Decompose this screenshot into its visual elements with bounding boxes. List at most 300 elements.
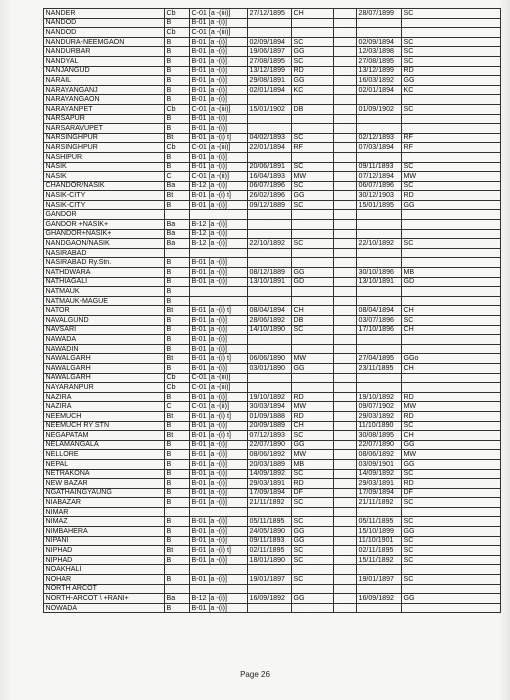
table-row xyxy=(44,517,501,527)
first-date-cell: 27/08/1895 xyxy=(248,56,292,66)
code-cell: B-01 [a -(i)] xyxy=(190,56,248,66)
blank-cell xyxy=(334,527,357,537)
code-cell: B-01 [a -(i)] xyxy=(190,575,248,585)
type-cell: Cb xyxy=(165,28,190,38)
second-initials-cell: GD xyxy=(402,277,501,287)
blank-cell xyxy=(334,104,357,114)
first-initials-cell: MB xyxy=(292,459,334,469)
code-cell: B-01 [a -(i)] xyxy=(190,440,248,450)
first-date-cell xyxy=(248,507,292,517)
blank-cell xyxy=(334,565,357,575)
second-date-cell: 02/12/1893 xyxy=(357,133,402,143)
second-initials-cell: GG xyxy=(402,440,501,450)
place-name-cell: NAWADA xyxy=(44,335,165,345)
second-date-cell xyxy=(357,507,402,517)
first-initials-cell: SC xyxy=(292,133,334,143)
first-date-cell: 02/11/1895 xyxy=(248,546,292,556)
second-initials-cell: SC xyxy=(402,421,501,431)
second-date-cell xyxy=(357,344,402,354)
second-initials-cell xyxy=(402,335,501,345)
first-date-cell: 06/07/1896 xyxy=(248,181,292,191)
first-initials-cell: RF xyxy=(292,143,334,153)
type-cell: B xyxy=(165,37,190,47)
blank-cell xyxy=(334,229,357,239)
blank-cell xyxy=(334,56,357,66)
second-initials-cell: GG xyxy=(402,200,501,210)
first-date-cell: 21/11/1892 xyxy=(248,498,292,508)
first-initials-cell: SC xyxy=(292,181,334,191)
place-name-cell: GANDOR xyxy=(44,210,165,220)
first-initials-cell xyxy=(292,229,334,239)
place-name-cell: NOWADA xyxy=(44,603,165,613)
blank-cell xyxy=(334,191,357,201)
place-name-cell: NEPAL xyxy=(44,459,165,469)
first-date-cell: 18/01/1890 xyxy=(248,555,292,565)
place-name-cell: NASIRABAD xyxy=(44,248,165,258)
first-date-cell: 08/12/1889 xyxy=(248,268,292,278)
blank-cell xyxy=(334,124,357,134)
second-initials-cell xyxy=(402,287,501,297)
place-name-cell: NIMAZ xyxy=(44,517,165,527)
second-initials-cell: MW xyxy=(402,172,501,182)
second-date-cell: 19/10/1892 xyxy=(357,392,402,402)
place-name-cell: NAZIRA xyxy=(44,392,165,402)
second-initials-cell: SC xyxy=(402,555,501,565)
first-date-cell xyxy=(248,383,292,393)
first-initials-cell xyxy=(292,287,334,297)
table-row xyxy=(44,143,501,153)
first-initials-cell: RD xyxy=(292,66,334,76)
second-date-cell: 15/11/1892 xyxy=(357,555,402,565)
code-cell: C-01 [a -(iii)] xyxy=(190,383,248,393)
first-initials-cell: DB xyxy=(292,316,334,326)
first-initials-cell xyxy=(292,220,334,230)
place-name-cell: NORTH ARCOT xyxy=(44,584,165,594)
first-date-cell: 14/10/1890 xyxy=(248,325,292,335)
code-cell: B-12 [a -(i)] xyxy=(190,594,248,604)
type-cell: B xyxy=(165,527,190,537)
blank-cell xyxy=(334,172,357,182)
first-initials-cell: MW xyxy=(292,354,334,364)
first-initials-cell: SC xyxy=(292,469,334,479)
place-name-cell: NARSAPUR xyxy=(44,114,165,124)
code-cell: B-01 [a -(i)] xyxy=(190,603,248,613)
blank-cell xyxy=(334,18,357,28)
code-cell xyxy=(190,248,248,258)
first-initials-cell: SC xyxy=(292,555,334,565)
code-cell: B-01 [a -(i)] xyxy=(190,536,248,546)
blank-cell xyxy=(334,9,357,19)
blank-cell xyxy=(334,277,357,287)
place-name-cell: NIPHAD xyxy=(44,546,165,556)
place-name-cell: NARSINGHPUR xyxy=(44,143,165,153)
blank-cell xyxy=(334,517,357,527)
table-row xyxy=(44,507,501,517)
first-initials-cell: RD xyxy=(292,411,334,421)
code-cell: C-01 [a -(ii)] xyxy=(190,172,248,182)
second-date-cell xyxy=(357,152,402,162)
second-date-cell: 02/09/1894 xyxy=(357,37,402,47)
type-cell: B xyxy=(165,363,190,373)
second-date-cell: 14/09/1892 xyxy=(357,469,402,479)
first-initials-cell: RD xyxy=(292,479,334,489)
second-date-cell: 23/11/1895 xyxy=(357,363,402,373)
type-cell: B xyxy=(165,459,190,469)
first-initials-cell xyxy=(292,373,334,383)
table-row xyxy=(44,575,501,585)
second-initials-cell: GG xyxy=(402,594,501,604)
table-row xyxy=(44,450,501,460)
second-date-cell xyxy=(357,95,402,105)
second-date-cell: 13/12/1899 xyxy=(357,66,402,76)
table-row xyxy=(44,344,501,354)
blank-cell xyxy=(334,479,357,489)
first-date-cell xyxy=(248,248,292,258)
table-row xyxy=(44,200,501,210)
blank-cell xyxy=(334,603,357,613)
second-date-cell: 03/07/1896 xyxy=(357,316,402,326)
table-row xyxy=(44,258,501,268)
table-row xyxy=(44,421,501,431)
table-row xyxy=(44,104,501,114)
first-initials-cell: SC xyxy=(292,37,334,47)
code-cell: B-01 [a -(i) t] xyxy=(190,411,248,421)
first-date-cell: 17/09/1894 xyxy=(248,488,292,498)
second-initials-cell: DF xyxy=(402,488,501,498)
first-initials-cell: GG xyxy=(292,527,334,537)
blank-cell xyxy=(334,143,357,153)
second-initials-cell: SC xyxy=(402,104,501,114)
first-initials-cell: SC xyxy=(292,517,334,527)
first-date-cell: 29/03/1891 xyxy=(248,479,292,489)
second-date-cell xyxy=(357,248,402,258)
second-date-cell: 21/11/1892 xyxy=(357,498,402,508)
second-initials-cell: SC xyxy=(402,498,501,508)
first-initials-cell: GG xyxy=(292,76,334,86)
code-cell: B-01 [a -(i)] xyxy=(190,555,248,565)
blank-cell xyxy=(334,37,357,47)
type-cell: B xyxy=(165,287,190,297)
place-name-cell: NANDGAON/NASIK xyxy=(44,239,165,249)
second-date-cell xyxy=(357,287,402,297)
first-date-cell: 09/11/1893 xyxy=(248,536,292,546)
code-cell: B-01 [a -(i)] xyxy=(190,277,248,287)
first-initials-cell xyxy=(292,248,334,258)
second-date-cell: 29/03/1891 xyxy=(357,479,402,489)
place-name-cell: NATHDWARA xyxy=(44,268,165,278)
second-initials-cell: CH xyxy=(402,325,501,335)
place-name-cell: NETRAKONA xyxy=(44,469,165,479)
table-row xyxy=(44,306,501,316)
first-initials-cell: MW xyxy=(292,402,334,412)
blank-cell xyxy=(334,258,357,268)
type-cell: B xyxy=(165,517,190,527)
table-row xyxy=(44,277,501,287)
blank-cell xyxy=(334,76,357,86)
type-cell: B xyxy=(165,536,190,546)
table-row xyxy=(44,181,501,191)
code-cell xyxy=(190,584,248,594)
type-cell: B xyxy=(165,392,190,402)
code-cell: B-01 [a -(i)] xyxy=(190,200,248,210)
second-date-cell: 08/06/1892 xyxy=(357,450,402,460)
table-row xyxy=(44,66,501,76)
type-cell: B xyxy=(165,95,190,105)
blank-cell xyxy=(334,316,357,326)
first-date-cell: 19/10/1892 xyxy=(248,392,292,402)
first-date-cell xyxy=(248,603,292,613)
type-cell: B xyxy=(165,76,190,86)
code-cell: B-01 [a -(i)] xyxy=(190,316,248,326)
table-row xyxy=(44,479,501,489)
table-row xyxy=(44,248,501,258)
second-initials-cell: GG xyxy=(402,76,501,86)
second-date-cell: 09/07/1902 xyxy=(357,402,402,412)
second-initials-cell xyxy=(402,124,501,134)
table-row xyxy=(44,469,501,479)
type-cell: B xyxy=(165,498,190,508)
second-date-cell: 12/03/1898 xyxy=(357,47,402,57)
first-date-cell xyxy=(248,335,292,345)
place-name-cell: NIMAR xyxy=(44,507,165,517)
blank-cell xyxy=(334,411,357,421)
blank-cell xyxy=(334,85,357,95)
table-row xyxy=(44,325,501,335)
second-initials-cell xyxy=(402,383,501,393)
table-row xyxy=(44,488,501,498)
second-initials-cell xyxy=(402,344,501,354)
second-initials-cell: RD xyxy=(402,411,501,421)
place-name-cell: NIABAZAR xyxy=(44,498,165,508)
type-cell: B xyxy=(165,421,190,431)
type-cell: B xyxy=(165,56,190,66)
place-name-cell: NATOR xyxy=(44,306,165,316)
type-cell: B xyxy=(165,258,190,268)
blank-cell xyxy=(334,325,357,335)
second-date-cell: 05/11/1895 xyxy=(357,517,402,527)
first-date-cell xyxy=(248,565,292,575)
first-initials-cell: GG xyxy=(292,47,334,57)
first-date-cell: 29/08/1891 xyxy=(248,76,292,86)
place-name-cell: NATMAUK xyxy=(44,287,165,297)
code-cell: B-01 [a -(i)] xyxy=(190,37,248,47)
type-cell: B xyxy=(165,469,190,479)
blank-cell xyxy=(334,344,357,354)
place-name-cell: NARAYANGANJ xyxy=(44,85,165,95)
second-initials-cell: SC xyxy=(402,162,501,172)
code-cell: B-01 [a -(i)] xyxy=(190,421,248,431)
place-name-cell: NASIK-CITY xyxy=(44,200,165,210)
code-cell: B-01 [a -(i)] xyxy=(190,392,248,402)
first-initials-cell xyxy=(292,152,334,162)
table-row xyxy=(44,220,501,230)
second-initials-cell: RF xyxy=(402,133,501,143)
first-date-cell: 16/04/1893 xyxy=(248,172,292,182)
second-initials-cell: SC xyxy=(402,9,501,19)
type-cell: Bt xyxy=(165,306,190,316)
first-date-cell xyxy=(248,152,292,162)
first-date-cell: 22/01/1894 xyxy=(248,143,292,153)
second-initials-cell: CH xyxy=(402,306,501,316)
type-cell xyxy=(165,507,190,517)
second-date-cell xyxy=(357,18,402,28)
table-row xyxy=(44,373,501,383)
second-initials-cell: SC xyxy=(402,181,501,191)
first-initials-cell: GG xyxy=(292,268,334,278)
code-cell: B-01 [a -(i)] xyxy=(190,469,248,479)
place-name-cell: NANDOD xyxy=(44,28,165,38)
type-cell: B xyxy=(165,325,190,335)
first-initials-cell: SC xyxy=(292,431,334,441)
table-row xyxy=(44,363,501,373)
place-name-cell: NAWALGARH xyxy=(44,363,165,373)
first-date-cell: 09/12/1889 xyxy=(248,200,292,210)
second-initials-cell: SC xyxy=(402,546,501,556)
code-cell: B-01 [a -(i)] xyxy=(190,258,248,268)
first-date-cell: 28/06/1892 xyxy=(248,316,292,326)
table-row xyxy=(44,18,501,28)
second-date-cell xyxy=(357,373,402,383)
type-cell: B xyxy=(165,296,190,306)
first-initials-cell: GG xyxy=(292,191,334,201)
place-name-cell: GANDOR +NASIK+ xyxy=(44,220,165,230)
first-date-cell: 03/01/1890 xyxy=(248,363,292,373)
code-cell: C-01 [a -(iii)] xyxy=(190,28,248,38)
table-row xyxy=(44,354,501,364)
place-name-cell: NAZIRA xyxy=(44,402,165,412)
first-date-cell xyxy=(248,344,292,354)
first-initials-cell: RD xyxy=(292,392,334,402)
second-date-cell: 27/04/1895 xyxy=(357,354,402,364)
second-initials-cell: RD xyxy=(402,479,501,489)
blank-cell xyxy=(334,402,357,412)
first-date-cell: 13/12/1899 xyxy=(248,66,292,76)
second-initials-cell: SC xyxy=(402,239,501,249)
type-cell xyxy=(165,248,190,258)
type-cell: Bt xyxy=(165,546,190,556)
first-initials-cell: SC xyxy=(292,56,334,66)
table-row xyxy=(44,603,501,613)
blank-cell xyxy=(334,162,357,172)
blank-cell xyxy=(334,373,357,383)
blank-cell xyxy=(334,306,357,316)
table-row xyxy=(44,9,501,19)
first-date-cell: 30/03/1894 xyxy=(248,402,292,412)
blank-cell xyxy=(334,287,357,297)
type-cell: C xyxy=(165,402,190,412)
place-name-cell: NANDURA-NEEMGAON xyxy=(44,37,165,47)
first-date-cell xyxy=(248,584,292,594)
place-name-cell: NANDYAL xyxy=(44,56,165,66)
table-row xyxy=(44,162,501,172)
second-initials-cell xyxy=(402,258,501,268)
first-date-cell xyxy=(248,18,292,28)
place-name-cell: NASIK-CITY xyxy=(44,191,165,201)
table-row xyxy=(44,555,501,565)
second-initials-cell: KC xyxy=(402,85,501,95)
place-name-cell: NORTH-ARCOT \ +RANI+ xyxy=(44,594,165,604)
code-cell: C-01 [a -(iii)] xyxy=(190,373,248,383)
blank-cell xyxy=(334,431,357,441)
second-date-cell: 30/12/1903 xyxy=(357,191,402,201)
type-cell: Cb xyxy=(165,383,190,393)
place-name-cell: NANDOD xyxy=(44,18,165,28)
second-date-cell: 28/07/1899 xyxy=(357,9,402,19)
code-cell: B-01 [a -(i) t] xyxy=(190,191,248,201)
second-initials-cell xyxy=(402,229,501,239)
code-cell xyxy=(190,565,248,575)
table-row xyxy=(44,316,501,326)
second-initials-cell xyxy=(402,507,501,517)
type-cell: B xyxy=(165,162,190,172)
second-date-cell xyxy=(357,124,402,134)
second-date-cell: 07/12/1894 xyxy=(357,172,402,182)
first-initials-cell xyxy=(292,584,334,594)
table-row xyxy=(44,594,501,604)
second-initials-cell xyxy=(402,584,501,594)
type-cell: B xyxy=(165,47,190,57)
code-cell: B-01 [a -(i) t] xyxy=(190,354,248,364)
type-cell: Cb xyxy=(165,143,190,153)
first-initials-cell xyxy=(292,335,334,345)
type-cell xyxy=(165,210,190,220)
code-cell: B-01 [a -(i)] xyxy=(190,85,248,95)
first-date-cell: 22/10/1892 xyxy=(248,239,292,249)
second-date-cell: 15/10/1899 xyxy=(357,527,402,537)
type-cell: C xyxy=(165,172,190,182)
blank-cell xyxy=(334,296,357,306)
first-date-cell: 16/09/1892 xyxy=(248,594,292,604)
first-date-cell: 02/09/1894 xyxy=(248,37,292,47)
second-initials-cell: SC xyxy=(402,56,501,66)
code-cell: B-01 [a -(i)] xyxy=(190,162,248,172)
second-date-cell xyxy=(357,229,402,239)
first-date-cell: 02/01/1894 xyxy=(248,85,292,95)
second-initials-cell xyxy=(402,114,501,124)
table-row xyxy=(44,114,501,124)
first-initials-cell xyxy=(292,210,334,220)
type-cell: Cb xyxy=(165,9,190,19)
first-date-cell xyxy=(248,95,292,105)
second-date-cell: 17/09/1894 xyxy=(357,488,402,498)
second-date-cell: 19/01/1897 xyxy=(357,575,402,585)
second-date-cell xyxy=(357,584,402,594)
first-date-cell xyxy=(248,210,292,220)
place-name-cell: NARAYANGAON xyxy=(44,95,165,105)
table-row xyxy=(44,527,501,537)
table-row xyxy=(44,402,501,412)
blank-cell xyxy=(334,440,357,450)
first-date-cell: 15/01/1902 xyxy=(248,104,292,114)
type-cell xyxy=(165,565,190,575)
code-cell: B-01 [a -(i)] xyxy=(190,152,248,162)
first-date-cell xyxy=(248,258,292,268)
first-initials-cell: SC xyxy=(292,498,334,508)
place-name-cell: NASIK xyxy=(44,172,165,182)
second-date-cell xyxy=(357,28,402,38)
first-initials-cell: KC xyxy=(292,85,334,95)
table-row xyxy=(44,392,501,402)
second-date-cell: 22/10/1892 xyxy=(357,239,402,249)
first-initials-cell xyxy=(292,18,334,28)
blank-cell xyxy=(334,584,357,594)
first-date-cell: 20/06/1891 xyxy=(248,162,292,172)
place-name-cell: NARAIL xyxy=(44,76,165,86)
place-name-cell: NATHIAGALI xyxy=(44,277,165,287)
first-initials-cell: CH xyxy=(292,306,334,316)
second-date-cell: 07/03/1894 xyxy=(357,143,402,153)
second-date-cell xyxy=(357,383,402,393)
